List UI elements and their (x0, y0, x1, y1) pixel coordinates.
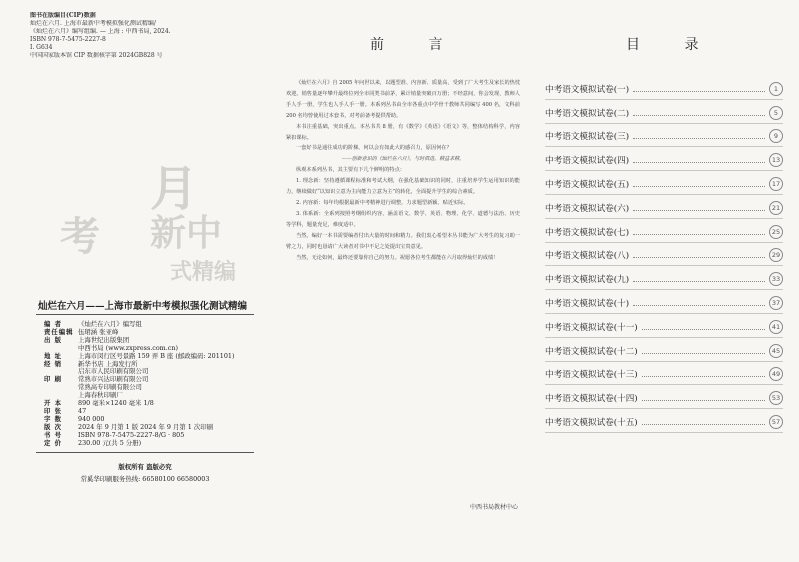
toc-entry-label: 中考语文模拟试卷(十三) (545, 370, 638, 381)
toc-entry[interactable] (545, 147, 783, 171)
info-key: 地 址 (44, 351, 63, 360)
cip-line: 灿烂在六月. 上海市最新中考模拟强化测试精编/ (30, 20, 156, 27)
leader-dots (642, 424, 765, 425)
leader-dots (642, 376, 765, 377)
toc-entry-label: 中考语文模拟试卷(九) (545, 275, 630, 286)
publication-info (44, 321, 259, 448)
toc-page-number: 53 (769, 391, 783, 405)
toc-page-number: 45 (769, 344, 783, 358)
toc-entry[interactable] (545, 362, 783, 386)
leader-dots (633, 162, 765, 163)
toc-entry[interactable] (545, 266, 783, 290)
info-row (44, 321, 259, 329)
copyright-page (0, 0, 269, 562)
info-row (44, 408, 259, 416)
printing-hotline: 常奚华印刷服务热线: 66580100 66580003 (80, 475, 210, 483)
info-key: 字 数 (44, 414, 63, 423)
info-row (44, 400, 259, 408)
toc-page-number: 33 (769, 272, 783, 286)
preface-paragraph: 2. 内容新：每年均根据最新中考精神进行调整，力求题型新颖、贴近实际。 (296, 199, 469, 206)
info-key: 版 次 (44, 422, 63, 431)
toc-page-number: 29 (769, 248, 783, 262)
toc-entry-label: 中考语文模拟试卷(十二) (545, 346, 638, 357)
toc-entry[interactable] (545, 314, 783, 338)
info-key: 出 版 (44, 335, 63, 344)
info-value: 940 000 (78, 414, 105, 423)
toc-entry[interactable] (545, 385, 783, 409)
toc-entry[interactable] (545, 100, 783, 124)
info-value: 2024 年 9 月第 1 版 2024 年 9 月第 1 次印刷 (78, 422, 214, 431)
info-value: 常熟高专印刷有限公司 (78, 383, 142, 392)
toc-page-number: 21 (769, 201, 783, 215)
toc-entry[interactable] (545, 409, 783, 433)
toc-entry-label: 中考语文模拟试卷(十一) (545, 322, 638, 333)
divider (36, 314, 254, 315)
toc-page-number: 25 (769, 225, 783, 239)
cip-heading: 图书在版编目(CIP)数据 (30, 12, 96, 19)
info-value: ISBN 978-7-5475-2227-8/G · 805 (78, 430, 185, 439)
preface-paragraph: 一套好书是通往成功的阶梯。何以会有如此大的感召力，原因何在？ (296, 145, 452, 152)
info-value: 启东市人民印刷有限公司 (78, 367, 149, 376)
leader-dots (633, 257, 765, 258)
toc-entry-label: 中考语文模拟试卷(一) (545, 84, 630, 95)
leader-dots (633, 91, 765, 92)
toc-entry-label: 中考语文模拟试卷(六) (545, 203, 630, 214)
info-value: 230.00 元(共 5 分册) (78, 438, 142, 447)
toc-page-number: 49 (769, 367, 783, 381)
toc-entry-label: 中考语文模拟试卷(十) (545, 298, 630, 309)
info-row (44, 376, 259, 384)
preface-paragraph: 1. 理念新：坚持遵循课程标准和考试大纲，在强化基础知识的同时，注重培养学生运用知识的能力，继续做好“以知识立意为主向能力立意为主”的转化，全面提升学生的综合素质。 (286, 178, 520, 196)
info-key: 书 号 (44, 430, 63, 439)
info-key: 编 者 (44, 320, 63, 328)
cip-line: 《灿烂在六月》编写组编. — 上海 : 中西书局, 2024. (30, 28, 171, 35)
toc-entry[interactable] (545, 243, 783, 267)
preface-motto: ——创新意识的《灿烂在六月》，与时俱进，精益求精。 (341, 156, 465, 163)
leader-dots (633, 210, 765, 211)
preface-body (286, 78, 520, 263)
preface-paragraph: 当然，无论如何，最终还要靠你自己的努力。祝愿各位考生都能在六月取得灿烂的成绩！ (296, 254, 499, 261)
book-title: 灿烂在六月——上海市最新中考模拟强化测试精编 (38, 301, 248, 312)
toc-page-number: 37 (769, 296, 783, 310)
toc-entry[interactable] (545, 338, 783, 362)
cip-line: 中国国家版本馆 CIP 数据核字第 2024GB828 号 (30, 52, 163, 59)
toc-entry-label: 中考语文模拟试卷(八) (545, 251, 630, 262)
preface-paragraph: 3. 体系新：全系列按照考纲组织内容，涵盖语文、数学、英语、物理、化学、道德与法治、历史等学科，题量充足，难度适中。 (286, 210, 520, 228)
info-value: 47 (78, 406, 87, 415)
toc-entry-label: 中考语文模拟试卷(二) (545, 108, 630, 119)
info-value: 890 毫米×1240 毫米 1/8 (78, 399, 154, 408)
preface-signature: 中西书局教材中心 (470, 504, 519, 511)
show-through-watermark: 式精编 (170, 260, 237, 285)
leader-dots (633, 305, 765, 306)
info-key: 印 刷 (44, 375, 63, 384)
info-value: 上海春秋印刷厂 (78, 391, 123, 400)
preface-paragraph: 纵观本系列丛书，其主要有下几个鲜明的特点： (296, 167, 405, 174)
info-row (44, 384, 259, 392)
info-row (44, 361, 259, 369)
toc-entry[interactable] (545, 76, 783, 100)
leader-dots (633, 234, 765, 235)
toc-entry-label: 中考语文模拟试卷(五) (545, 179, 630, 190)
info-value: 新华书店 上海发行所 (78, 359, 138, 368)
divider (36, 452, 254, 453)
toc-title: 目 录 (626, 37, 719, 53)
info-value: 《灿烂在六月》编写组 (78, 320, 142, 328)
show-through-watermark: 新中 (150, 213, 223, 254)
info-value: 上海世纪出版集团 (78, 335, 130, 344)
leader-dots (633, 138, 765, 139)
leader-dots (633, 281, 765, 282)
toc-page-number: 13 (769, 153, 783, 167)
cip-line: ISBN 978-7-5475-2227-8 (30, 36, 106, 43)
show-through-watermark: 月 (150, 161, 199, 217)
toc-entry[interactable] (545, 290, 783, 314)
preface-paragraph: 《灿烂在六月》自 2005 年问世以来，以题型准、内容新、质量高，受到了广大考生及家长的热忱欢迎。销售量逐年攀升最终位列全市同类书前茅，累计销量突破百万册；不经意间，你会发现，教师人手人手一册，学生也人手人手一册。本系列丛书由全市各重点中学骨干教师共同编写 400 名，文科前 200 名均曾使用过本套书，对考前备考提供帮助。 (286, 80, 521, 119)
info-key: 开 本 (44, 399, 63, 408)
preface-paragraph: 当然，编好一本书需要编者付出大量的时间和精力。我们衷心希望本丛书能为广大考生的复习助一臂之力，同时也恳请广大读者对书中不足之处提出宝贵意见。 (286, 232, 520, 250)
toc-page-number: 57 (769, 415, 783, 429)
toc-entry-label: 中考语文模拟试卷(四) (545, 156, 630, 167)
toc-page-number: 9 (769, 129, 783, 143)
preface-title: 前 言 (370, 37, 463, 53)
info-key: 印 张 (44, 406, 63, 415)
toc-entry[interactable] (545, 219, 783, 243)
leader-dots (633, 115, 765, 116)
toc-entry[interactable] (545, 171, 783, 195)
info-row (44, 353, 259, 361)
toc-entry-label: 中考语文模拟试卷(十四) (545, 394, 638, 405)
toc-entry-label: 中考语文模拟试卷(七) (545, 227, 630, 238)
cip-line: Ⅰ. G634 (30, 44, 53, 51)
toc-entry[interactable] (545, 124, 783, 148)
preface-paragraph: 本书注重基础，突出重点。本丛书共 8 册，有《数学》《英语》《语文》等，整体结构科学，内容紧扣课标。 (286, 123, 520, 141)
info-key: 经 销 (44, 359, 63, 368)
info-row (44, 440, 259, 448)
show-through-watermark: 考 (60, 214, 100, 260)
toc-entry[interactable] (545, 195, 783, 219)
info-value: 中西书局 (www.zxpress.com.cn) (78, 343, 178, 352)
leader-dots (642, 400, 765, 401)
info-key: 定 价 (44, 438, 63, 447)
info-row (44, 368, 259, 376)
rights-notice: 版权所有 盗版必究 (118, 463, 172, 471)
info-value: 常熟市兴达印刷有限公司 (78, 375, 149, 384)
toc-page-number: 5 (769, 106, 783, 120)
toc-list (545, 76, 783, 433)
toc-entry-label: 中考语文模拟试卷(三) (545, 132, 630, 143)
info-key: 责任编辑 (44, 327, 74, 336)
toc-page-number: 17 (769, 177, 783, 191)
leader-dots (642, 353, 765, 354)
toc-page-number: 41 (769, 320, 783, 334)
leader-dots (642, 329, 765, 330)
info-key (44, 384, 78, 392)
info-row (44, 329, 259, 337)
info-value: 上海市闵行区号景路 159 弄 B 座 (邮政编码: 201101) (78, 351, 235, 360)
toc-entry-label: 中考语文模拟试卷(十五) (545, 417, 638, 428)
cip-block (30, 12, 260, 60)
info-row (44, 432, 259, 440)
leader-dots (633, 186, 765, 187)
toc-page-number: 1 (769, 82, 783, 96)
info-value: 伍珺涵 张亚峰 (78, 327, 119, 336)
